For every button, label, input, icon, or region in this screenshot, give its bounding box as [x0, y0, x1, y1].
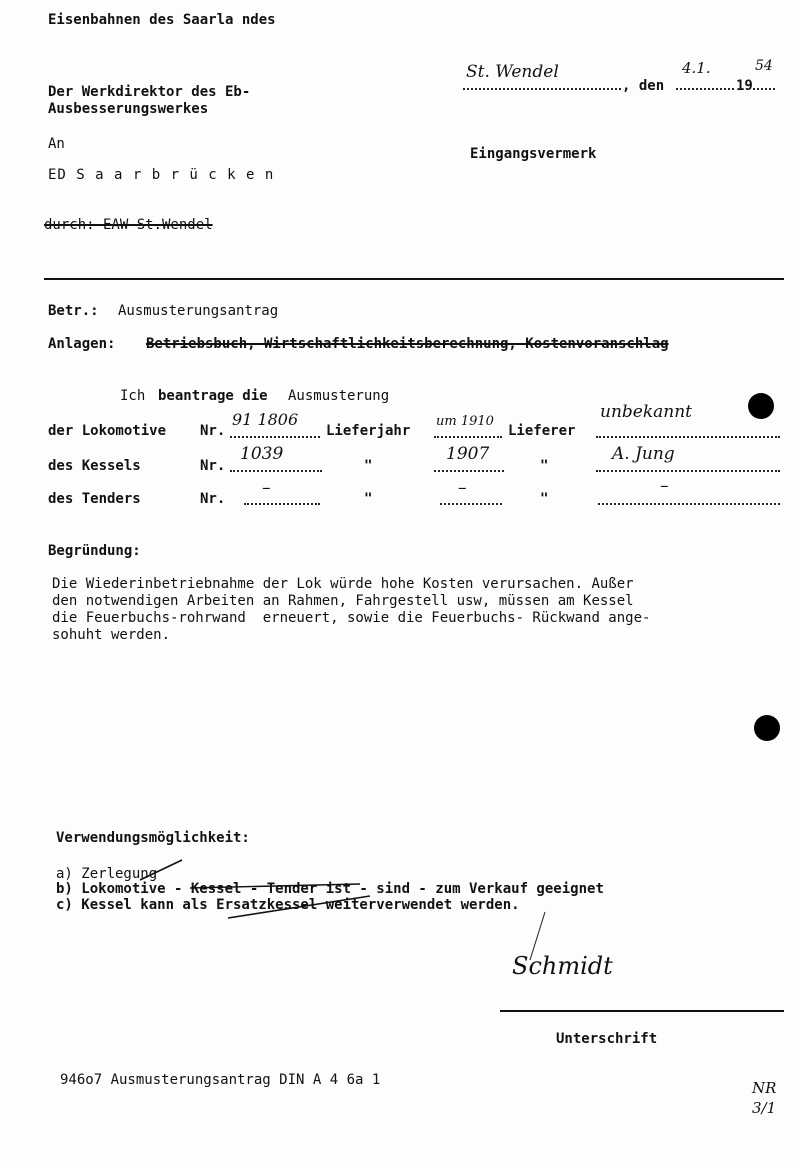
reason-label: Begründung:: [48, 543, 141, 559]
place-handwritten: St. Wendel: [466, 62, 559, 82]
row-lokomotive-label: der Lokomotive: [48, 423, 167, 439]
row-lokomotive-nr: 91 1806: [232, 410, 299, 429]
recipient: ED S a a r b r ü c k e n: [48, 167, 275, 183]
row-tender-year: –: [458, 478, 467, 498]
row-kessel-maker: A. Jung: [612, 444, 675, 464]
row-lokomotive-lieferjahr-label: Lieferjahr: [326, 423, 411, 439]
to-label: An: [48, 136, 65, 152]
year-handwritten: 54: [755, 58, 773, 74]
row-tender-nr: –: [262, 478, 271, 498]
margin-note-handwritten: NR 3/1: [752, 1079, 777, 1117]
row-kessel-nr: 1039: [240, 444, 284, 464]
reason-line-2: den notwendigen Arbeiten an Rahmen, Fahrgestell usw, müssen am Kessel: [52, 593, 634, 609]
row-tender-ditto-1: ": [364, 491, 373, 507]
usage-option-b: b) Lokomotive - Kessel - Tender ist - sind - zum Verkauf geeignet: [56, 881, 604, 897]
anlagen-value-struck: Betriebsbuch, Wirtschaftlichkeitsberechnung, Kostenvoranschlag: [146, 336, 669, 352]
org-name: Eisenbahnen des Saarla ndes: [48, 12, 276, 28]
reason-line-3: die Feuerbuchs-rohrwand erneuert, sowie die Feuerbuchs- Rückwand ange-: [52, 610, 651, 626]
row-kessel-ditto-1: ": [364, 458, 373, 474]
row-lokomotive-nr-label: Nr.: [200, 423, 226, 439]
reason-line-1: Die Wiederinbetriebnahme der Lok würde hohe Kosten verursachen. Außer: [52, 576, 634, 592]
den-label: , den: [622, 78, 665, 94]
signature-handwritten: Schmidt: [512, 952, 613, 980]
request-intro-beantrage: beantrage die: [158, 388, 268, 404]
reason-line-4: sohuht werden.: [52, 627, 171, 643]
request-intro-ich: Ich: [120, 388, 146, 404]
usage-option-c: c) Kessel kann als Ersatzkessel weiterverwendet werden.: [56, 897, 520, 913]
row-lokomotive-maker: unbekannt: [600, 402, 693, 422]
usage-option-a: a) Zerlegung: [56, 866, 158, 882]
row-kessel-label: des Kessels: [48, 458, 141, 474]
row-lokomotive-lieferer-label: Lieferer: [508, 423, 576, 439]
eingangsvermerk: Eingangsvermerk: [470, 146, 597, 162]
row-kessel-ditto-2: ": [540, 458, 549, 474]
date-handwritten: 4.1.: [682, 59, 711, 77]
sender-line-1: Der Werkdirektor des Eb-: [48, 84, 251, 100]
usage-label: Verwendungsmöglichkeit:: [56, 830, 250, 846]
form-number: 946o7 Ausmusterungsantrag DIN A 4 6a 1: [60, 1072, 381, 1088]
request-intro-ausmusterung: Ausmusterung: [288, 388, 390, 404]
via-struck: durch: EAW St.Wendel: [44, 217, 213, 233]
signature-line: [500, 1010, 784, 1012]
betr-label: Betr.:: [48, 303, 99, 319]
row-kessel-year: 1907: [446, 444, 490, 464]
anlagen-label: Anlagen:: [48, 336, 116, 352]
betr-value: Ausmusterungsantrag: [118, 303, 279, 319]
row-tender-ditto-2: ": [540, 491, 549, 507]
row-tender-nr-label: Nr.: [200, 491, 226, 507]
signature-label: Unterschrift: [556, 1031, 658, 1047]
row-tender-label: des Tenders: [48, 491, 141, 507]
row-tender-maker: –: [660, 476, 669, 496]
year-prefix: 19: [736, 78, 753, 94]
sender-line-2: Ausbesserungswerkes: [48, 101, 209, 117]
row-kessel-nr-label: Nr.: [200, 458, 226, 474]
row-lokomotive-year: um 1910: [436, 414, 494, 429]
